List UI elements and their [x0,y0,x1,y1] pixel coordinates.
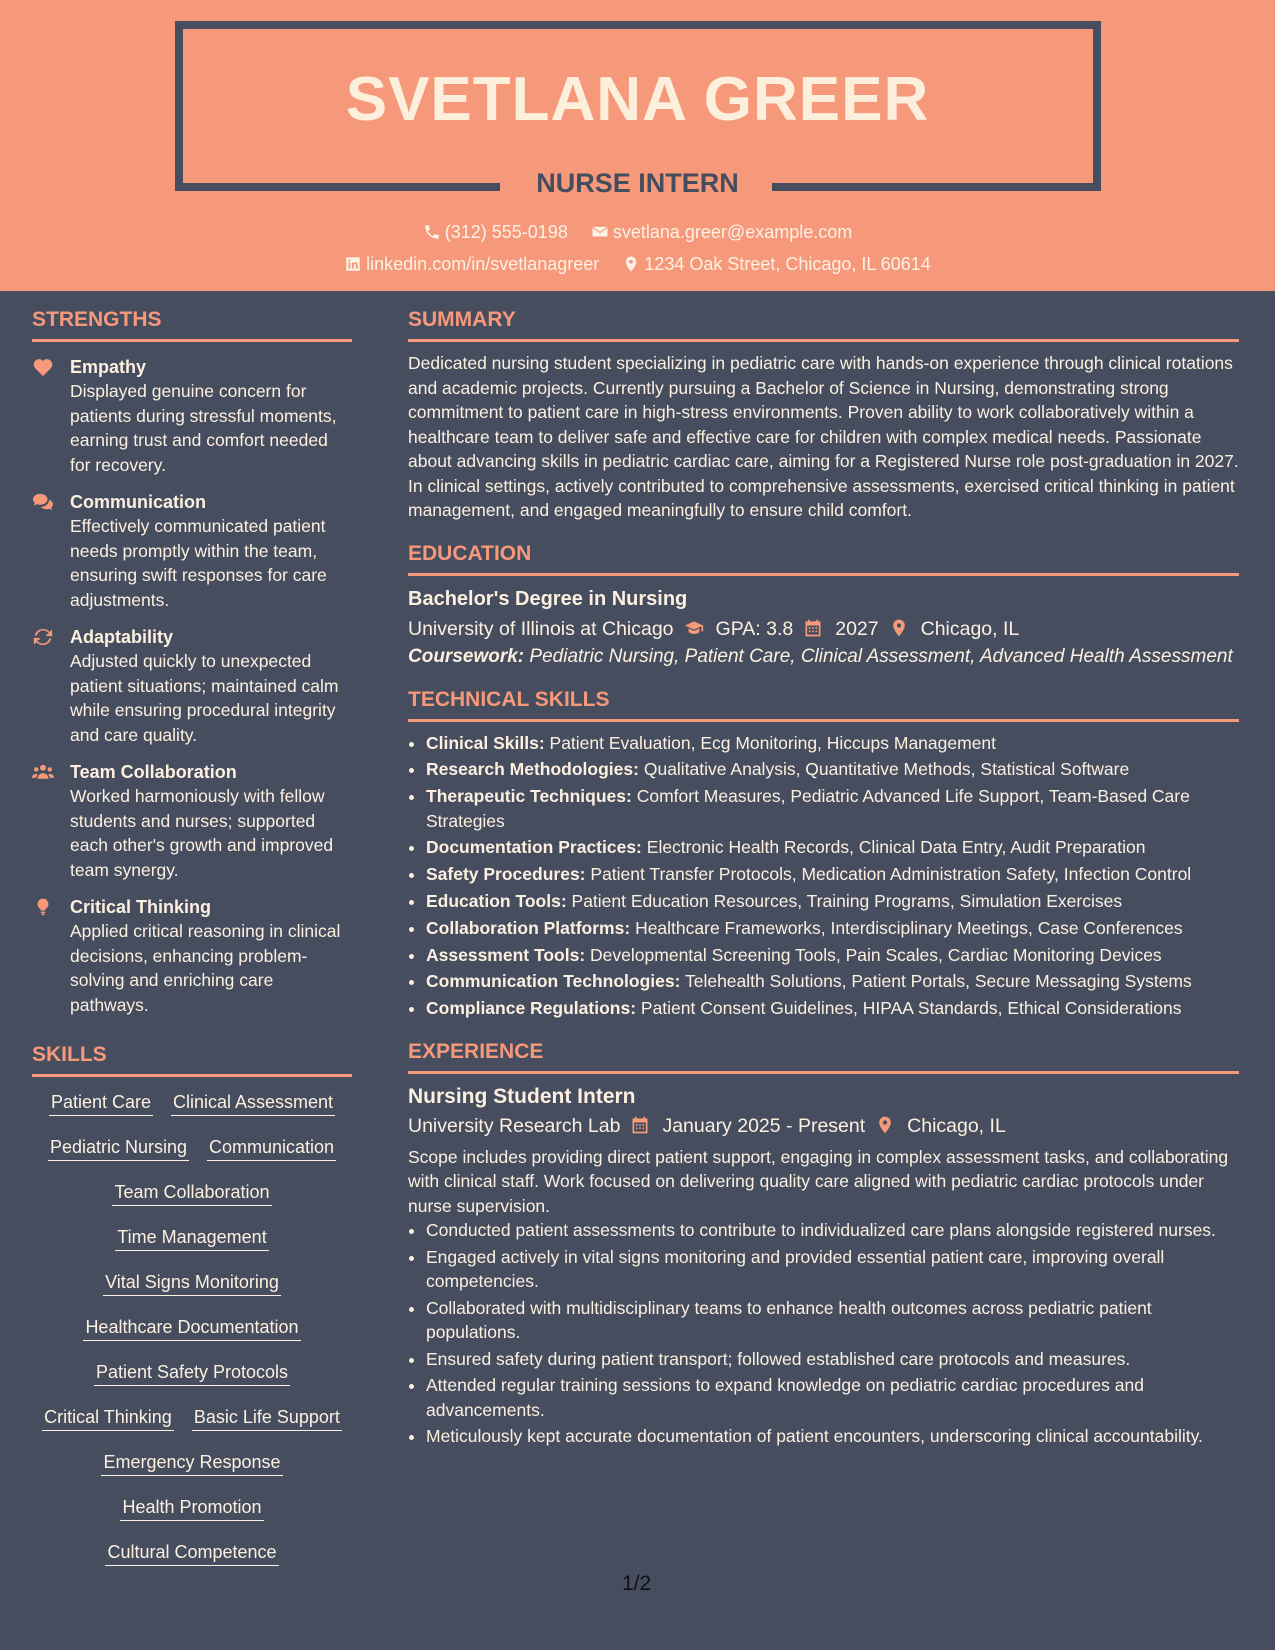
summary-text: Dedicated nursing student specializing in pediatric care with hands-on experience through clinical rotations and academic projects. Currently pursuing a Bachelor of Science in Nursing, demonstrating strong commitment to patient care in high-stress environments. Proven ability to work collaboratively within a healthcare team to deliver safe and effective care for children with complex medical needs. Passionate about advancing skills in pediatric cardiac care, aiming for a Registered Nurse role post-graduation in 2027. In clinical settings, actively contributed to comprehensive assessments, exercised critical thinking in patient management, and engaged meaningfully to ensure child comfort. [408,353,1239,520]
contact-email[interactable] [591,220,852,244]
education-location: Chicago, IL [920,617,1020,640]
skill-row [32,1539,352,1584]
skill-tag: Clinical Assessment [171,1089,335,1116]
technical-skill-item [426,862,1239,887]
strength-title: Adaptability [70,627,174,647]
phone-text: (312) 555-0198 [444,222,568,242]
skill-tag: Communication [207,1134,336,1161]
strength-title: Critical Thinking [70,897,212,917]
skill-row [32,1359,352,1404]
technical-skill-item [426,916,1239,941]
technical-skill-item [426,757,1239,782]
strength-desc: Applied critical reasoning in clinical decisions, enhancing problem-solving and enriching care pathways. [70,921,341,1015]
comments-icon [32,492,54,512]
education-school: University of Illinois at Chicago [408,617,674,640]
skill-tag: Patient Care [49,1089,153,1116]
experience-bullet: • Collaborated with multidisciplinary teams to enhance health outcomes across pediatric patient populations. [426,1296,1239,1345]
map-marker-icon [622,255,640,273]
skill-tag: Pediatric Nursing [48,1134,189,1161]
strength-item [32,625,352,747]
skill-row [32,1179,352,1224]
technical-skill-value: Comfort Measures, Pediatric Advanced Life Support, Team-Based Care Strategies [426,786,1190,831]
technical-skills-heading: TECHNICAL SKILLS [408,686,1239,722]
linkedin-text: linkedin.com/in/svetlanagreer [366,254,600,274]
technical-skill-label: Clinical Skills: [426,732,545,753]
contact-address [622,252,931,276]
technical-skill-value: Patient Evaluation, Ecg Monitoring, Hiccups Management [549,732,997,753]
experience-heading: EXPERIENCE [408,1038,1239,1074]
technical-skill-item [426,943,1239,968]
education-gpa: GPA: 3.8 [715,617,794,640]
skills-heading: SKILLS [32,1041,352,1077]
technical-skill-label: Assessment Tools: [426,944,586,965]
strength-item [32,760,352,882]
technical-skill-label: Education Tools: [426,890,567,911]
strength-desc: Adjusted quickly to unexpected patient situations; maintained calm while ensuring procedural integrity and care quality. [70,651,339,745]
skill-row [32,1269,352,1314]
technical-skill-item [426,731,1239,756]
technical-skill-item [426,969,1239,994]
strength-item [32,355,352,477]
address-text: 1234 Oak Street, Chicago, IL 60614 [644,254,931,274]
experience-org: University Research Lab [408,1114,621,1137]
technical-skill-value: Healthcare Frameworks, Interdisciplinary Meetings, Case Conferences [635,917,1183,938]
technical-skill-label: Therapeutic Techniques: [426,786,632,807]
experience-location: Chicago, IL [907,1114,1006,1137]
experience-desc: Scope includes providing direct patient support, engaging in complex assessment tasks, and collaborating with clinical staff. Work focused on delivering quality care aligned with pediatric cardiac protocols under nurse supervision. [408,1146,1229,1216]
experience-bullet: • Ensured safety during patient transport; followed established care protocols and measures. [426,1347,1239,1372]
linkedin-icon [344,255,362,273]
map-marker-icon [875,1115,895,1135]
skill-tag: Healthcare Documentation [83,1314,300,1341]
technical-skills-list [408,731,1239,1021]
technical-skill-label: Communication Technologies: [426,971,681,992]
skill-tag: Critical Thinking [42,1404,174,1431]
coursework-label: Coursework: [408,645,525,667]
skill-tag: Emergency Response [101,1449,282,1476]
coursework-list: Pediatric Nursing, Patient Care, Clinical Assessment, Advanced Health Assessment [529,645,1233,667]
skill-tag: Basic Life Support [192,1404,342,1431]
technical-skill-value: Patient Education Resources, Training Programs, Simulation Exercises [571,890,1123,911]
resume-header [0,0,1275,291]
technical-skill-label: Compliance Regulations: [426,998,637,1019]
email-text: svetlana.greer@example.com [612,222,853,242]
technical-skill-item [426,835,1239,860]
technical-skill-value: Patient Transfer Protocols, Medication Administration Safety, Infection Control [590,864,1192,885]
calendar-icon [630,1115,650,1135]
envelope-icon [591,223,609,241]
experience-bullet: • Attended regular training sessions to expand knowledge on pediatric cardiac procedures and advancements. [426,1373,1239,1422]
strengths-heading: STRENGTHS [32,306,352,342]
technical-skill-label: Safety Procedures: [426,864,586,885]
experience-dates: January 2025 - Present [662,1114,866,1137]
technical-skill-label: Documentation Practices: [426,837,642,858]
skill-tag: Health Promotion [120,1494,263,1521]
right-column [408,306,1239,1451]
experience-meta [408,1111,1239,1141]
skill-tag: Time Management [115,1224,268,1251]
skill-row [32,1404,352,1449]
skill-tag: Patient Safety Protocols [94,1359,290,1386]
contact-phone[interactable] [423,220,568,244]
phone-icon [423,223,441,241]
technical-skill-item [426,889,1239,914]
page-number: 1/2 [622,1572,652,1595]
graduation-cap-icon [684,618,704,638]
technical-skill-value: Electronic Health Records, Clinical Data Entry, Audit Preparation [646,837,1146,858]
education-year: 2027 [835,617,879,640]
skill-row [32,1224,352,1269]
technical-skill-value: Telehealth Solutions, Patient Portals, Secure Messaging Systems [684,971,1192,992]
skill-row [32,1134,352,1179]
education-meta [408,614,1239,644]
skill-row [32,1314,352,1359]
technical-skill-label: Research Methodologies: [426,759,639,780]
strength-desc: Effectively communicated patient needs promptly within the team, ensuring swift responses for care adjustments. [70,516,327,610]
education-degree: Bachelor's Degree in Nursing [408,587,688,610]
strength-item [32,895,352,1017]
education-coursework [408,645,1239,669]
skills-tag-list [32,1089,352,1584]
experience-role: Nursing Student Intern [408,1084,636,1108]
contact-row-1 [0,220,1275,247]
skill-row [32,1089,352,1134]
skill-row [32,1494,352,1539]
experience-bullet: • Engaged actively in vital signs monitoring and provided essential patient care, improving overall competencies. [426,1245,1239,1294]
users-icon [32,762,54,782]
strength-title: Empathy [70,357,147,377]
strength-title: Team Collaboration [70,762,237,782]
strength-item [32,490,352,612]
experience-bullet: • Conducted patient assessments to contribute to individualized care plans alongside registered nurses. [426,1218,1239,1243]
strength-desc: Worked harmoniously with fellow students and nurses; supported each other's growth and improved team synergy. [70,786,334,880]
strength-title: Communication [70,492,207,512]
left-column [32,306,352,1584]
technical-skill-value: Developmental Screening Tools, Pain Scales, Cardiac Monitoring Devices [590,944,1162,965]
sync-icon [32,627,54,647]
technical-skill-value: Patient Consent Guidelines, HIPAA Standards, Ethical Considerations [640,998,1182,1019]
contact-linkedin[interactable] [344,252,599,276]
heart-icon [32,357,54,377]
education-heading: EDUCATION [408,540,1239,576]
contact-row-2 [0,252,1275,279]
experience-bullet: • Meticulously kept accurate documentation of patient encounters, underscoring clinical accountability. [426,1424,1239,1449]
technical-skill-item [426,784,1239,833]
candidate-name: SVETLANA GREER [345,65,930,134]
experience-bullets [408,1218,1239,1449]
job-title: NURSE INTERN [536,168,739,198]
technical-skill-label: Collaboration Platforms: [426,917,631,938]
skill-row [32,1449,352,1494]
summary-heading: SUMMARY [408,306,1239,342]
technical-skill-value: Qualitative Analysis, Quantitative Methods, Statistical Software [643,759,1130,780]
calendar-icon [803,618,823,638]
skill-tag: Team Collaboration [112,1179,271,1206]
skill-tag: Vital Signs Monitoring [103,1269,281,1296]
map-marker-icon [889,618,909,638]
skill-tag: Cultural Competence [105,1539,278,1566]
strength-desc: Displayed genuine concern for patients during stressful moments, earning trust and comfort needed for recovery. [70,381,337,475]
technical-skill-item [426,996,1239,1021]
lightbulb-icon [32,897,54,917]
